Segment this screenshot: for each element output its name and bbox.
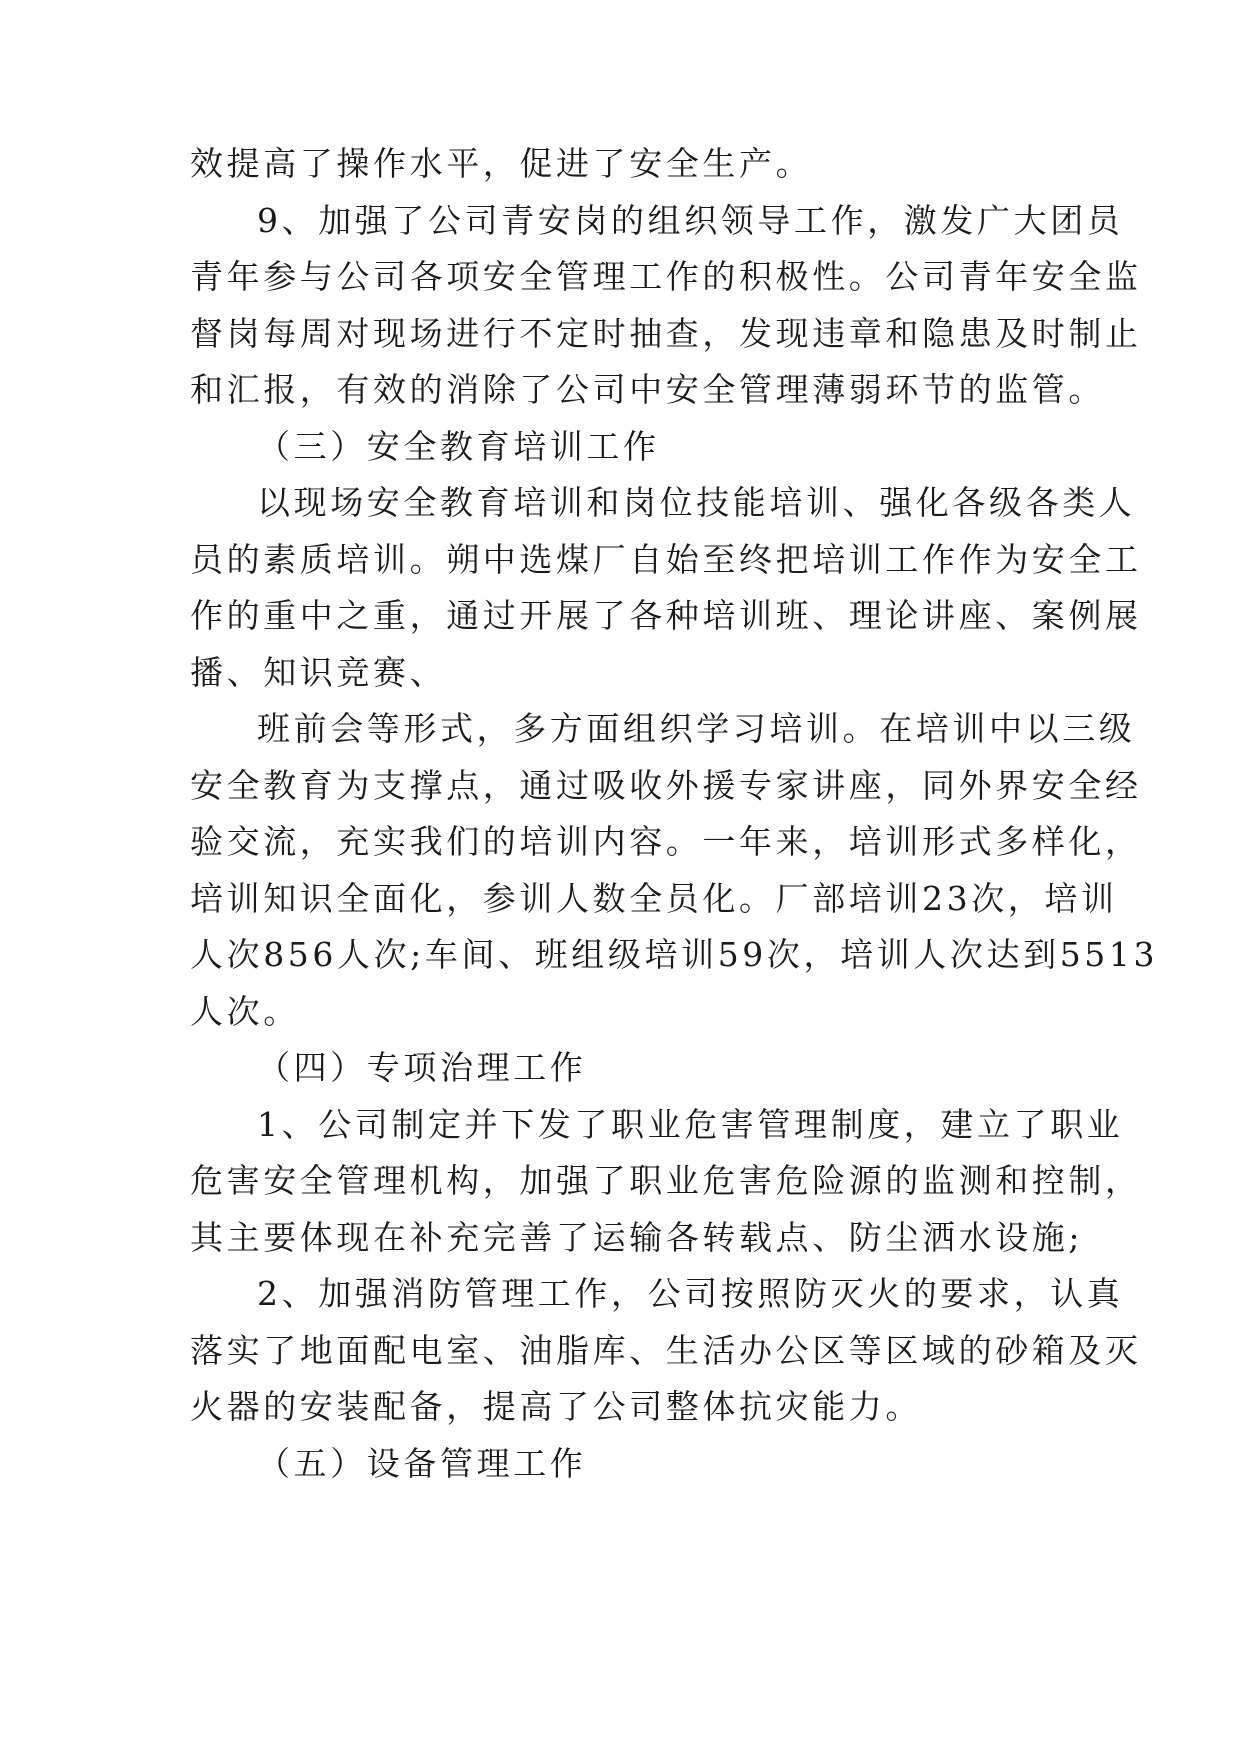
paragraph-line: 其主要体现在补充完善了运输各转载点、防尘洒水设施; — [190, 1218, 1084, 1257]
section-heading: （四）专项治理工作 — [257, 1048, 587, 1087]
paragraph-line: 效提高了操作水平，促进了安全生产。 — [190, 144, 813, 183]
paragraph-line: 班前会等形式，多方面组织学习培训。在培训中以三级 — [257, 709, 1136, 748]
paragraph-line: 人次。 — [190, 992, 300, 1031]
paragraph-line: 青年参与公司各项安全管理工作的积极性。公司青年安全监 — [190, 257, 1142, 296]
paragraph-line: 员的素质培训。朔中选煤厂自始至终把培训工作作为安全工 — [190, 540, 1142, 579]
paragraph-line: 落实了地面配电室、油脂库、生活办公区等区域的砂箱及灭 — [190, 1331, 1142, 1370]
paragraph-line: 火器的安装配备，提高了公司整体抗灾能力。 — [190, 1387, 922, 1426]
paragraph-line: 人次856人次;车间、班组级培训59次，培训人次达到5513 — [190, 935, 1159, 974]
section-heading: （五）设备管理工作 — [257, 1444, 587, 1483]
paragraph-line: 9、加强了公司青安岗的组织领导工作，激发广大团员 — [257, 201, 1124, 240]
paragraph-line: 危害安全管理机构，加强了职业危害危险源的监测和控制， — [190, 1161, 1142, 1200]
paragraph-line: 和汇报，有效的消除了公司中安全管理薄弱环节的监管。 — [190, 370, 1105, 409]
paragraph-line: 安全教育为支撑点，通过吸收外援专家讲座，同外界安全经 — [190, 766, 1142, 805]
paragraph-line: 1、公司制定并下发了职业危害管理制度，建立了职业 — [257, 1105, 1124, 1144]
paragraph-line: 培训知识全面化，参训人数全员化。厂部培训23次，培训 — [190, 879, 1118, 918]
paragraph-line: 验交流，充实我们的培训内容。一年来，培训形式多样化， — [190, 822, 1142, 861]
paragraph-line: 2、加强消防管理工作，公司按照防灭火的要求，认真 — [257, 1274, 1124, 1313]
paragraph-line: 播、知识竞赛、 — [190, 653, 447, 692]
section-heading: （三）安全教育培训工作 — [257, 427, 660, 466]
paragraph-line: 作的重中之重，通过开展了各种培训班、理论讲座、案例展 — [190, 596, 1142, 635]
paragraph-line: 督岗每周对现场进行不定时抽查，发现违章和隐患及时制止 — [190, 314, 1142, 353]
paragraph-line: 以现场安全教育培训和岗位技能培训、强化各级各类人 — [257, 483, 1136, 522]
